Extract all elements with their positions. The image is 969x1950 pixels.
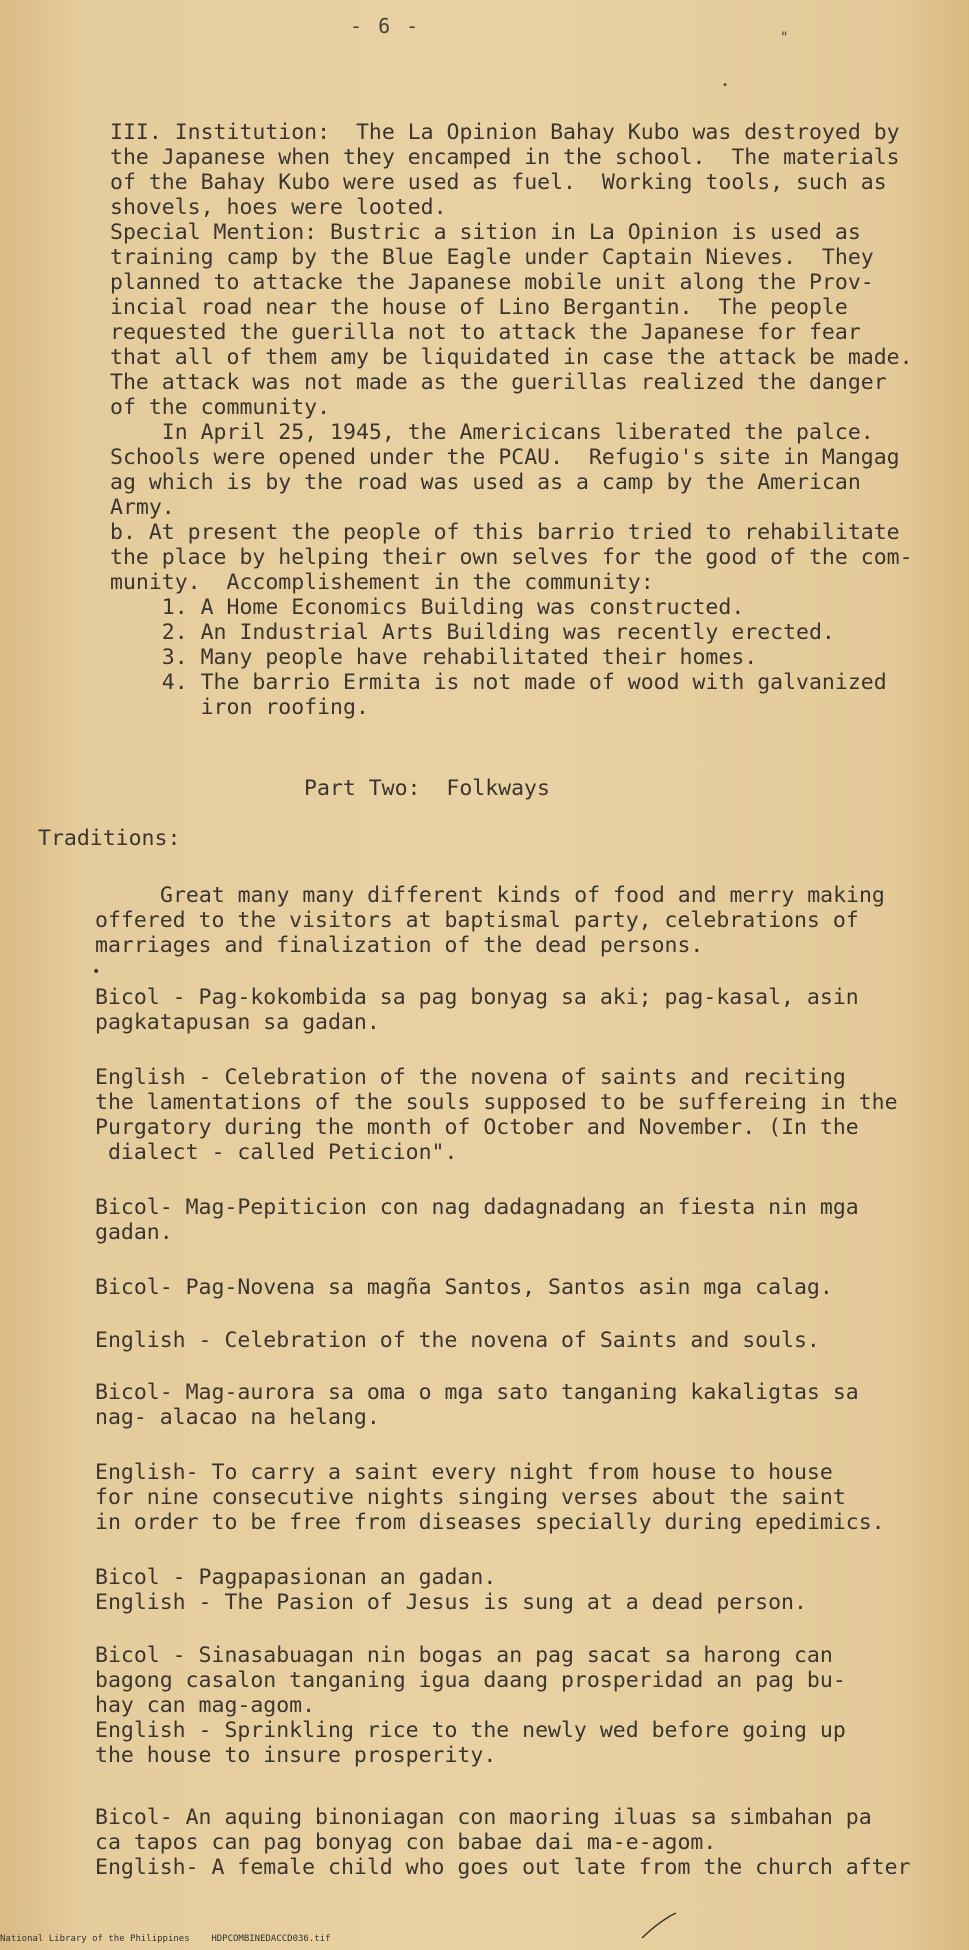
para-line: English - The Pasion of Jesus is sung at a dead person.	[95, 1590, 807, 1615]
para-line: English- A female child who goes out late from the church after	[95, 1855, 911, 1880]
para-line: munity. Accomplishement in the community:	[110, 570, 654, 595]
tradition-10	[95, 1805, 910, 1880]
para-line: b. At present the people of this barrio tried to rehabilitate	[110, 520, 900, 545]
para-line: English - Sprinkling rice to the newly wed before going up	[95, 1718, 846, 1743]
para-line: training camp by the Blue Eagle under Captain Nieves. They	[110, 245, 874, 270]
para-line: hay can mag-agom.	[95, 1693, 316, 1718]
para-line: of the community.	[110, 395, 331, 420]
traditions-heading: Traditions:	[38, 826, 181, 851]
para-line: offered to the visitors at baptismal party, celebrations of	[95, 908, 859, 933]
para-line: 2. An Industrial Arts Building was recently erected.	[110, 620, 835, 645]
para-line: Purgatory during the month of October and November. (In the	[95, 1115, 859, 1140]
para-line: the lamentations of the souls supposed to be suffereing in the	[95, 1090, 898, 1115]
section-institution	[110, 120, 913, 745]
archive-footer: National Library of the Philippines HDPCOMBINEDACCD036.tif	[0, 1934, 331, 1944]
tradition-8	[95, 1565, 807, 1615]
para-line: Special Mention: Bustric a sition in La Opinion is used as	[110, 220, 861, 245]
page-number: - 6 -	[350, 14, 421, 38]
para-line: dialect - called Peticion".	[95, 1140, 458, 1165]
tradition-1	[95, 985, 859, 1035]
ink-speck: •	[722, 80, 729, 91]
para-line: the Japanese when they encamped in the school. The materials	[110, 145, 900, 170]
part-two-heading: Part Two: Folkways	[304, 776, 550, 801]
tradition-6	[95, 1380, 859, 1430]
para-line: ag which is by the road was used as a camp by the American	[110, 470, 861, 495]
para-line: III. Institution: The La Opinion Bahay Kubo was destroyed by	[110, 120, 900, 145]
para-line: English- To carry a saint every night from house to house	[95, 1460, 833, 1485]
para-line: Great many many different kinds of food and merry making	[160, 883, 885, 908]
tradition-5	[95, 1328, 820, 1353]
para-line: English - Celebration of the novena of Saints and souls.	[95, 1328, 820, 1353]
para-line: the house to insure prosperity.	[95, 1743, 497, 1768]
para-line: in order to be free from diseases specially during epedimics.	[95, 1510, 885, 1535]
para-line: shovels, hoes were looted.	[110, 195, 447, 220]
para-line: of the Bahay Kubo were used as fuel. Working tools, such as	[110, 170, 887, 195]
para-line: for nine consecutive nights singing verses about the saint	[95, 1485, 846, 1510]
pen-stroke-mark	[640, 1910, 680, 1940]
para-line: ca tapos can pag bonyag con babae dai ma-e-agom.	[95, 1830, 717, 1855]
para-line: Bicol - Pagpapasionan an gadan.	[95, 1565, 497, 1590]
para-line: marriages and finalization of the dead persons.	[95, 933, 704, 958]
para-line: gadan.	[95, 1220, 173, 1245]
tradition-9	[95, 1643, 846, 1768]
traditions-intro-2	[95, 908, 859, 958]
para-line: Bicol- Mag-aurora sa oma o mga sato tanganing kakaligtas sa	[95, 1380, 859, 1405]
para-line: The attack was not made as the guerillas realized the danger	[110, 370, 887, 395]
para-line: Bicol - Pag-kokombida sa pag bonyag sa aki; pag-kasal, asin	[95, 985, 859, 1010]
para-line: Army.	[110, 495, 175, 520]
tradition-3	[95, 1195, 859, 1245]
para-line: the place by helping their own selves for the good of the com-	[110, 545, 913, 570]
para-line: iron roofing.	[110, 695, 369, 720]
tradition-4	[95, 1275, 833, 1300]
para-line: 1. A Home Economics Building was constructed.	[110, 595, 745, 620]
tradition-2	[95, 1065, 898, 1165]
para-line: Bicol- Pag-Novena sa magña Santos, Santos asin mga calag.	[95, 1275, 833, 1300]
para-line: nag- alacao na helang.	[95, 1405, 380, 1430]
para-line: planned to attacke the Japanese mobile unit along the Prov-	[110, 270, 874, 295]
corner-mark: "	[780, 30, 789, 46]
para-line: bagong casalon tanganing igua daang prosperidad an pag bu-	[95, 1668, 846, 1693]
para-line: 4. The barrio Ermita is not made of wood with galvanized	[110, 670, 887, 695]
para-line: Bicol- Mag-Pepiticion con nag dadagnadang an fiesta nin mga	[95, 1195, 859, 1220]
para-line: English - Celebration of the novena of saints and reciting	[95, 1065, 846, 1090]
tradition-7	[95, 1460, 885, 1535]
para-line: Schools were opened under the PCAU. Refugio's site in Mangag	[110, 445, 900, 470]
para-line: requested the guerilla not to attack the Japanese for fear	[110, 320, 861, 345]
para-line: Bicol- An aquing binoniagan con maoring iluas sa simbahan pa	[95, 1805, 872, 1830]
bullet-mark: •	[92, 964, 101, 980]
traditions-intro-1	[160, 883, 885, 908]
para-line: incial road near the house of Lino Bergantin. The people	[110, 295, 848, 320]
para-line: that all of them amy be liquidated in case the attack be made.	[110, 345, 913, 370]
para-line: pagkatapusan sa gadan.	[95, 1010, 380, 1035]
para-line: In April 25, 1945, the Americicans liberated the palce.	[110, 420, 874, 445]
para-line: Bicol - Sinasabuagan nin bogas an pag sacat sa harong can	[95, 1643, 833, 1668]
para-line: 3. Many people have rehabilitated their homes.	[110, 645, 758, 670]
